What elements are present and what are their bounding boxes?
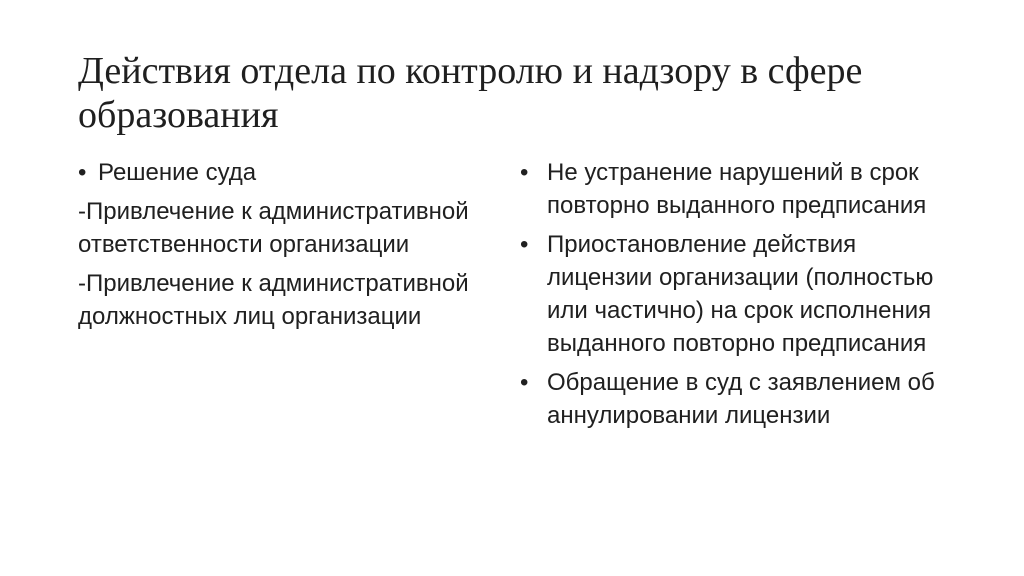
bullet-icon: •: [520, 231, 529, 258]
left-item-2-text: -Привлечение к административной ответственности организации: [78, 198, 469, 258]
right-item-3: [520, 366, 960, 432]
left-item-3: [78, 267, 498, 333]
right-column: [520, 156, 960, 438]
right-item-2-text: Приостановление действия лицензии организации (полностью или частично) на срок исполнения выданного повторно предписания: [547, 231, 934, 357]
left-column: [78, 156, 498, 339]
left-item-2: [78, 195, 498, 261]
bullet-icon: •: [520, 159, 529, 186]
right-item-1-text: Не устранение нарушений в срок повторно выданного предписания: [547, 159, 927, 219]
right-item-1: [520, 156, 960, 222]
right-item-2: [520, 228, 960, 360]
bullet-icon: •: [78, 159, 87, 186]
right-item-3-text: Обращение в суд с заявлением об аннулировании лицензии: [547, 369, 935, 429]
left-item-1: [78, 156, 498, 189]
left-item-1-text: Решение суда: [98, 159, 257, 186]
bullet-icon: •: [520, 369, 529, 396]
left-item-3-text: -Привлечение к административной должностных лиц организации: [78, 270, 469, 330]
slide-title: Действия отдела по контролю и надзору в сфере образования: [78, 50, 863, 137]
